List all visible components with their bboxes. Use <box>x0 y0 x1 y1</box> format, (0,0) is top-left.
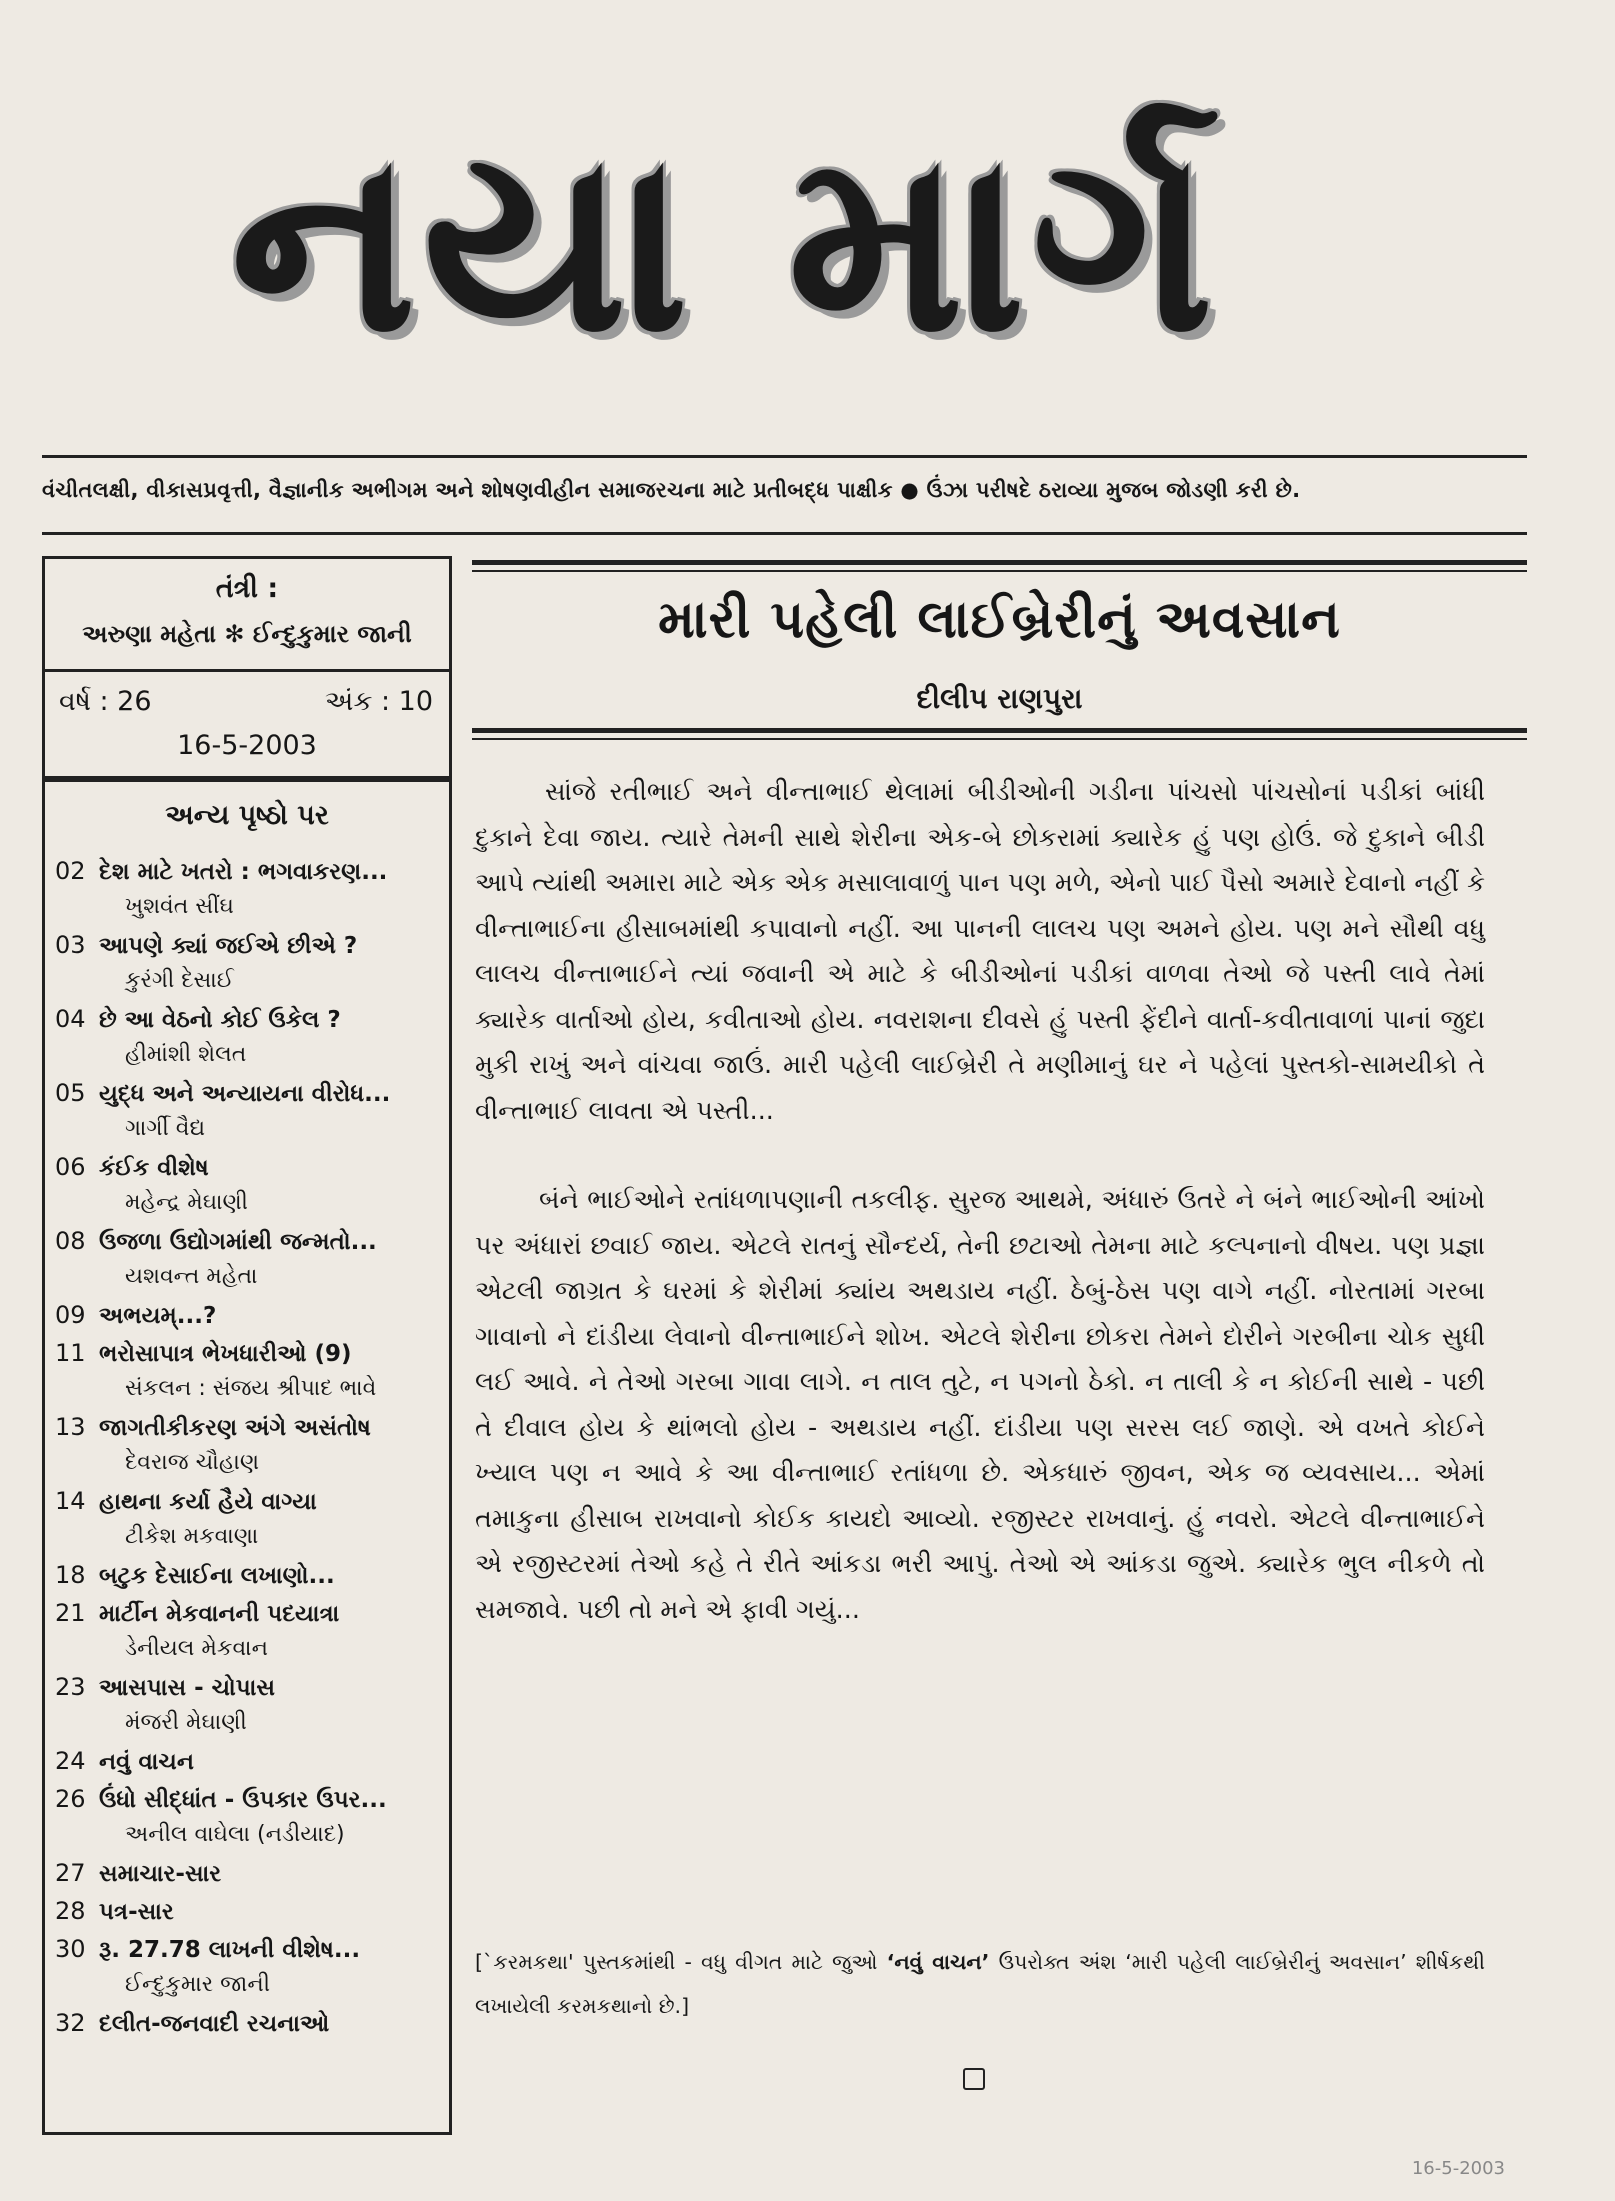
toc-page: 21 <box>55 1599 86 1627</box>
toc-author: ડેનીયલ મેકવાન <box>125 1636 268 1661</box>
toc-title-text: નવું વાચન <box>99 1749 194 1775</box>
toc-title-text: છે આ વેઠનો કોઈ ઉકેલ ? <box>99 1007 341 1033</box>
toc-page: 09 <box>55 1301 86 1329</box>
toc-item[interactable] <box>55 926 439 1000</box>
toc-author: યશવન્ત મહેતા <box>125 1264 258 1289</box>
toc-title: અન્ય પૃષ્ઠો પર <box>165 800 329 831</box>
toc-box <box>42 779 452 2135</box>
toc-page: 32 <box>55 2009 86 2037</box>
article-body <box>475 770 1485 1633</box>
tagline: વંચીતલક્ષી, વીકાસપ્રવૃત્તી, વૈજ્ઞાનીક અભીગમ અને શોષણવીહીન સમાજરચના માટે પ્રતીબદ્ધ પાક્ષીક ● ઉંઝા પરીષદે ઠરાવ્યા મુજબ જોડણી કરી છે. <box>42 478 1301 502</box>
note-prefix: [`કરમકથા' પુસ્તકમાંથી - વધુ વીગત માટે જુઓ <box>475 1950 887 1974</box>
toc-author: ટીકેશ મકવાણા <box>125 1524 259 1549</box>
toc-author: હીમાંશી શેલત <box>125 1042 247 1067</box>
toc-item[interactable] <box>55 1000 439 1074</box>
toc-item[interactable] <box>55 1780 439 1854</box>
toc-title-text: ભરોસાપાત્ર ભેખધારીઓ (9) <box>99 1341 352 1367</box>
toc-author: મંજરી મેઘાણી <box>125 1710 247 1735</box>
toc-author: સંકલન : સંજય શ્રીપાદ ભાવે <box>125 1376 377 1401</box>
toc-page: 04 <box>55 1005 86 1033</box>
footer-date: 16-5-2003 <box>1411 2158 1505 2179</box>
article-rule-bottom <box>472 728 1527 733</box>
toc-title-text: અભયમ્...? <box>99 1303 217 1329</box>
toc-title-text: માર્ટીન મેકવાનની પદયાત્રા <box>99 1601 340 1627</box>
article-author: દીલીપ રાણપુરા <box>916 682 1083 715</box>
toc-page: 28 <box>55 1897 86 1925</box>
masthead-rule-top <box>42 455 1527 458</box>
article-source-note <box>475 1940 1485 2028</box>
toc-item[interactable] <box>55 1148 439 1222</box>
masthead-title: નયા માર્ગ <box>230 96 1220 387</box>
toc-title-text: આસપાસ - ચોપાસ <box>99 1675 275 1701</box>
toc-item[interactable] <box>55 1930 439 2004</box>
toc-item[interactable] <box>55 1408 439 1482</box>
article-rule-bottom-thin <box>472 738 1527 740</box>
toc-page: 13 <box>55 1413 86 1441</box>
note-book-title: ‘નવું વાચન’ <box>886 1950 990 1974</box>
toc-title-text: જાગતીકીકરણ અંગે અસંતોષ <box>99 1415 371 1441</box>
toc-author: અનીલ વાઘેલા (નડીયાદ) <box>125 1822 345 1847</box>
toc-item[interactable] <box>55 1854 439 1892</box>
toc-item[interactable] <box>55 852 439 926</box>
toc-page: 14 <box>55 1487 86 1515</box>
masthead-rule-bottom <box>42 532 1527 535</box>
toc-page: 08 <box>55 1227 86 1255</box>
issue-box <box>42 672 452 779</box>
toc-author: કુરંગી દેસાઈ <box>125 968 234 993</box>
article-paragraph: સાંજે રતીભાઈ અને વીન્તાભાઈ થેલામાં બીડીઓની ગડીના પાંચસો પાંચસોનાં પડીકાં બાંધી દુકાને દેવા જાય. ત્યારે તેમની સાથે શેરીના એક-બે છોકરામાં ક્યારેક હું પણ હોઉં. જે દુકાને બીડી આપે ત્યાંથી અમારા માટે એક એક મસાલાવાળું પાન પણ મળે, એનો પાઈ પૈસો અમારે દેવાનો નહીં કે વીન્તાભાઈના હીસાબમાંથી કપાવાનો નહીં. આ પાનની લાલચ પણ અમને હોય. પણ મને સૌથી વધુ લાલચ વીન્તાભાઈને ત્યાં જવાની એ માટે કે બીડીઓનાં પડીકાં વાળવા તેઓ જે પસ્તી લાવે તેમાં ક્યારેક વાર્તાઓ હોય, કવીતાઓ હોય. નવરાશના દીવસે હું પસ્તી ફેંદીને વાર્તા-કવીતાવાળાં પાનાં જુદા મુકી રાખું અને વાંચવા જાઉં. મારી પહેલી લાઈબ્રેરી તે મણીમાનું ઘર ને પહેલાં પુસ્તકો-સામયીકો તે વીન્તાભાઈ લાવતા એ પસ્તી... <box>475 777 1485 1126</box>
article-paragraph: બંને ભાઈઓને રતાંધળાપણાની તકલીફ. સુરજ આથમે, અંધારું ઉતરે ને બંને ભાઈઓની આંખો પર અંધારાં છવાઈ જાય. એટલે રાતનું સૌન્દર્ય, તેની છટાઓ તેમના માટે કલ્પનાનો વીષય. પણ પ્રજ્ઞા એટલી જાગ્રત કે ઘરમાં કે શેરીમાં ક્યાંય અથડાય નહીં. ઠેબું-ઠેસ પણ વાગે નહીં. નોરતામાં ગરબા ગાવાનો ને દાંડીયા લેવાનો વીન્તાભાઈને શોખ. એટલે શેરીના છોકરા તેમને દોરીને ગરબીના ચોક સુધી લઈ આવે. ને તેઓ ગરબા ગાવા લાગે. ન તાલ તુટે, ન પગનો ઠેકો. ન તાલી કે ન કોઈની સાથે - પછી તે દીવાલ હોય કે થાંભલો હોય - અથડાય નહીં. દાંડીયા પણ સરસ લઈ જાણે. એ વખતે કોઈને ખ્યાલ પણ ન આવે કે આ વીન્તાભાઈ રતાંધળા છે. એકધારું જીવન, એક જ વ્યવસાય... એમાં તમાકુના હીસાબ રાખવાનો કોઈક કાયદો આવ્યો. રજીસ્ટર રાખવાનું. હું નવરો. એટલે વીન્તાભાઈને એ રજીસ્ટરમાં તેઓ કહે તે રીતે આંકડા ભરી આપું. તેઓ એ આંકડા જુએ. ક્યારેક ભુલ નીકળે તો સમજાવે. પછી તો મને એ ફાવી ગયું... <box>475 1185 1485 1625</box>
issue-year: વર્ષ : 26 <box>59 686 152 717</box>
toc-title-text: બટુક દેસાઈના લખાણો... <box>99 1563 335 1589</box>
toc-title-text: રૂ. 27.78 લાખની વીશેષ... <box>99 1937 361 1963</box>
toc-title-text: દેશ માટે ખતરો : ભગવાકરણ... <box>99 859 388 885</box>
toc-title-text: સમાચાર-સાર <box>99 1861 222 1887</box>
toc-item[interactable] <box>55 1892 439 1930</box>
toc-item[interactable] <box>55 1594 439 1668</box>
toc-author: ખુશવંત સીંઘ <box>125 894 234 919</box>
toc-page: 26 <box>55 1785 86 1813</box>
toc-page: 11 <box>55 1339 86 1367</box>
toc-title-text: પત્ર-સાર <box>99 1899 174 1925</box>
toc-page: 24 <box>55 1747 86 1775</box>
toc-page: 06 <box>55 1153 86 1181</box>
toc-author: ગાર્ગી વૈદ્ય <box>125 1116 206 1141</box>
toc-item[interactable] <box>55 2004 439 2042</box>
toc-title-text: હાથના કર્યા હૈયે વાગ્યા <box>99 1489 317 1515</box>
toc-page: 27 <box>55 1859 86 1887</box>
toc-title-text: ઉંધો સીદ્ધાંત - ઉપકાર ઉપર... <box>99 1787 387 1813</box>
toc-item[interactable] <box>55 1742 439 1780</box>
toc-page: 18 <box>55 1561 86 1589</box>
article-title: મારી પહેલી લાઈબ્રેરીનું અવસાન <box>658 590 1341 650</box>
end-of-article-square-icon <box>963 2068 985 2090</box>
toc-page: 03 <box>55 931 86 959</box>
toc-item[interactable] <box>55 1482 439 1556</box>
toc-title-text: દલીત-જનવાદી રચનાઓ <box>99 2011 330 2037</box>
toc-page: 23 <box>55 1673 86 1701</box>
toc-item[interactable] <box>55 1222 439 1296</box>
editor-label: તંત્રી : <box>215 573 279 604</box>
toc-author: દેવરાજ ચૌહાણ <box>125 1450 260 1475</box>
article-rule-top <box>472 560 1527 565</box>
editor-names: અરુણા મહેતા ✻ ઈન્દુકુમાર જાની <box>82 620 412 648</box>
toc-page: 02 <box>55 857 86 885</box>
toc-list <box>55 852 439 2042</box>
toc-author: મહેન્દ્ર મેઘાણી <box>125 1190 248 1215</box>
toc-title-text: ઉજળા ઉદ્યોગમાંથી જન્મતો... <box>99 1229 377 1255</box>
note-suffix: ઉપરોક્ત અંશ ‘મારી પહેલી લાઈબ્રેરીનું અવસાન’ શીર્ષકથી લખાયેલી કરમકથાનો છે.] <box>475 1950 1485 2018</box>
toc-item[interactable] <box>55 1334 439 1408</box>
toc-title-text: આપણે ક્યાં જઈએ છીએ ? <box>99 933 358 959</box>
article-rule-top-thin <box>472 570 1527 572</box>
editor-box <box>42 556 452 672</box>
toc-page: 30 <box>55 1935 86 1963</box>
toc-author: ઈન્દુકુમાર જાની <box>125 1972 270 1997</box>
toc-item[interactable] <box>55 1668 439 1742</box>
issue-number: અંક : 10 <box>324 686 433 717</box>
issue-date: 16-5-2003 <box>177 730 317 761</box>
toc-page: 05 <box>55 1079 86 1107</box>
toc-item[interactable] <box>55 1556 439 1594</box>
toc-item[interactable] <box>55 1296 439 1334</box>
toc-title-text: યુદ્ધ અને અન્યાયના વીરોધ... <box>99 1081 391 1107</box>
toc-title-text: કંઈક વીશેષ <box>99 1155 209 1181</box>
sidebar <box>42 556 452 2135</box>
toc-item[interactable] <box>55 1074 439 1148</box>
